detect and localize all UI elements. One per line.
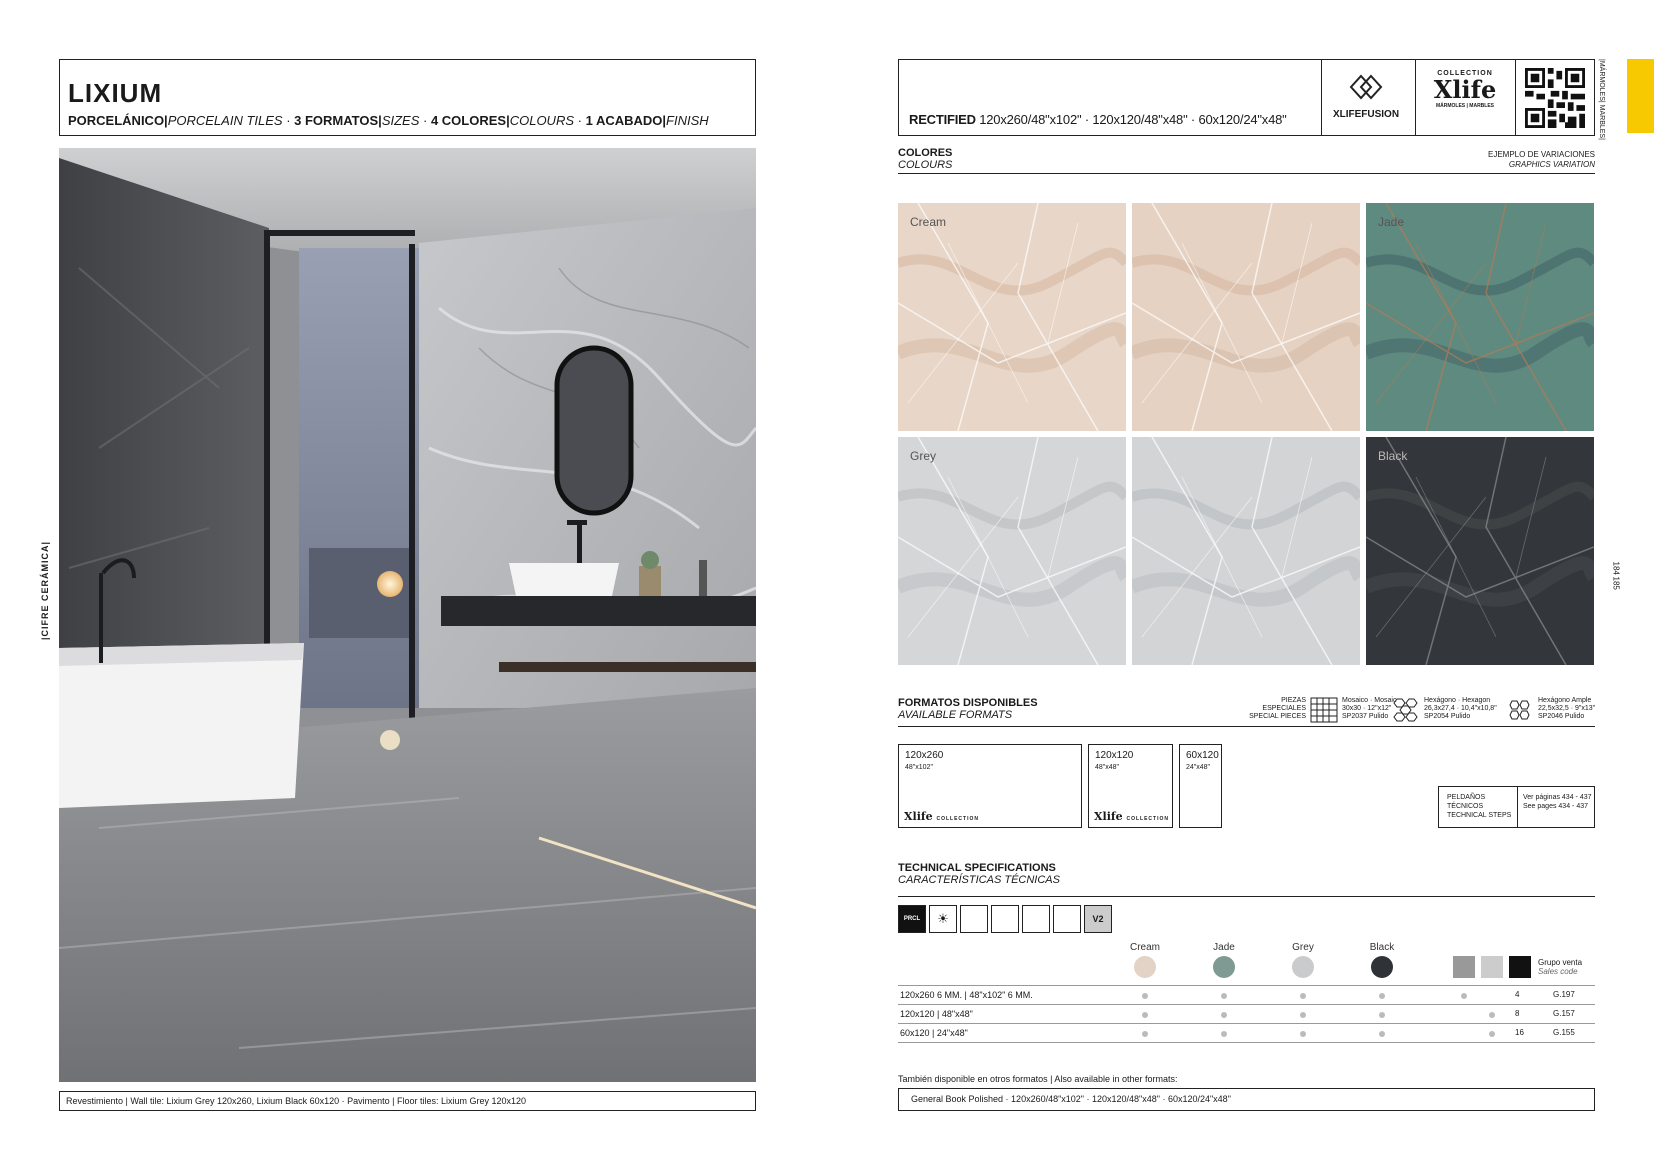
packaging-icon xyxy=(1481,956,1503,978)
xlife-fusion-logo: XLIFEFUSION xyxy=(1321,74,1411,129)
technical-spec-icon: PRCL xyxy=(898,905,926,933)
sales-code: G.155 xyxy=(1553,1028,1575,1037)
packaging-dot xyxy=(1489,1012,1495,1018)
availability-dot xyxy=(1300,1031,1306,1037)
bathroom-photo xyxy=(59,148,756,1082)
special-pieces-label: PIEZAS ESPECIALES SPECIAL PIECES xyxy=(1249,697,1306,720)
photo-caption: Revestimiento | Wall tile: Lixium Grey 120x260, Lixium Black 60x120 · Pavimento | Floor tiles: Lixium Grey 120x120 xyxy=(59,1091,756,1111)
format-row-label: 120x120 | 48"x48" xyxy=(900,1009,973,1019)
side-label-left: |CIFRE CERÁMICA| xyxy=(40,540,50,640)
row-separator xyxy=(898,985,1595,986)
packaging-icon xyxy=(1509,956,1531,978)
page-numbers xyxy=(1606,561,1626,597)
tile-label: Black xyxy=(1378,449,1408,463)
marble-texture xyxy=(898,203,1126,431)
colour-swatch xyxy=(1134,956,1156,978)
marble-texture xyxy=(1132,437,1360,665)
availability-dot xyxy=(1300,993,1306,999)
packaging-dot xyxy=(1489,1031,1495,1037)
colour-column-header: Cream xyxy=(1129,942,1160,953)
sales-code: G.157 xyxy=(1553,1009,1575,1018)
colour-tile xyxy=(898,437,1126,665)
format-row-label: 120x260 6 MM. | 48"x102" 6 MM. xyxy=(900,990,1033,1000)
marble-texture xyxy=(1366,437,1594,665)
special-piece-hexagon-ample: Hexágono Ample 22,5x32,5 · 9"x13" SP2046 Pulido xyxy=(1508,697,1595,721)
pieces-per-box: 4 xyxy=(1515,990,1520,999)
page-number: 184 xyxy=(1611,561,1621,575)
colour-tile xyxy=(1366,203,1594,431)
qr-code-icon[interactable] xyxy=(1525,68,1585,128)
availability-dot xyxy=(1221,993,1227,999)
fusion-icon xyxy=(1349,74,1383,100)
colour-column-header: Jade xyxy=(1213,942,1235,953)
technical-spec-icon xyxy=(991,905,1019,933)
mosaic-grid-icon xyxy=(1310,697,1340,723)
row-separator xyxy=(898,1004,1595,1005)
technical-spec-icon xyxy=(1022,905,1050,933)
sales-code: G.197 xyxy=(1553,990,1575,999)
divider xyxy=(898,726,1595,727)
packaging-icon xyxy=(1453,956,1475,978)
technical-spec-icon: ☀ xyxy=(929,905,957,933)
bathroom-illustration xyxy=(59,148,756,1082)
availability-dot xyxy=(1300,1012,1306,1018)
xlife-collection-mark: Xlife COLLECTION xyxy=(904,810,979,823)
hexagon-icon xyxy=(1392,697,1422,723)
colour-column-header: Black xyxy=(1369,942,1395,953)
tile-label: Jade xyxy=(1378,215,1405,229)
title-box xyxy=(59,59,756,136)
availability-dot xyxy=(1142,1012,1148,1018)
side-label-right: |MÁRMOLES| MARBLES| xyxy=(1598,59,1605,140)
graphics-variation-heading: EJEMPLO DE VARIACIONES GRAPHICS VARIATION xyxy=(1488,150,1595,169)
special-piece-hexagon: Hexágono · Hexagon 26,3x27,4 · 10,4"x10,8" SP2054 Pulido xyxy=(1392,697,1497,721)
format-box-120x260: 120x260 48"x102" Xlife COLLECTION xyxy=(898,744,1082,828)
sales-code-header: Grupo venta Sales code xyxy=(1538,958,1583,976)
header-divider xyxy=(1515,60,1516,135)
marble-texture xyxy=(898,437,1126,665)
header-box xyxy=(898,59,1595,136)
marble-texture xyxy=(1132,203,1360,431)
technical-spec-icon: V2 xyxy=(1084,905,1112,933)
tile-label: Cream xyxy=(910,215,947,229)
availability-dot xyxy=(1379,1012,1385,1018)
colours-heading: COLORES COLOURS xyxy=(898,147,953,171)
colour-swatch xyxy=(1371,956,1393,978)
divider xyxy=(898,896,1595,897)
rectified-sizes: RECTIFIED 120x260/48"x102" · 120x120/48"x48" · 60x120/24"x48" xyxy=(909,112,1287,127)
packaging-dot xyxy=(1461,993,1467,999)
page-number: 185 xyxy=(1611,576,1621,590)
general-book-box: General Book Polished · 120x260/48"x102" · 120x120/48"x48" · 60x120/24"x48" xyxy=(898,1088,1595,1111)
hexagon-ample-icon xyxy=(1508,697,1538,723)
pieces-per-box: 16 xyxy=(1515,1028,1524,1037)
marble-texture xyxy=(1366,203,1594,431)
also-available-note: También disponible en otros formatos | Also available in other formats: xyxy=(898,1074,1178,1084)
colour-tile xyxy=(1132,203,1360,431)
yellow-section-tab xyxy=(1627,59,1654,133)
format-box-120x120: 120x120 48"x48" Xlife COLLECTION xyxy=(1088,744,1173,828)
availability-dot xyxy=(1379,1031,1385,1037)
formats-heading: FORMATOS DISPONIBLES AVAILABLE FORMATS xyxy=(898,697,1038,721)
availability-dot xyxy=(1221,1012,1227,1018)
availability-dot xyxy=(1379,993,1385,999)
special-piece-mosaic: Mosaico · Mosaic 30x30 · 12"x12" SP2037 Pulido xyxy=(1310,697,1396,721)
tile-label: Grey xyxy=(910,449,937,463)
xlife-collection-logo: COLLECTION Xlife MÁRMOLES | MARBLES xyxy=(1433,70,1497,109)
colour-swatch xyxy=(1292,956,1314,978)
colour-tile xyxy=(898,203,1126,431)
divider xyxy=(898,173,1595,174)
xlife-collection-mark: Xlife COLLECTION xyxy=(1094,810,1169,823)
colour-tile xyxy=(1132,437,1360,665)
technical-specs-heading: TECHNICAL SPECIFICATIONS CARACTERÍSTICAS TÉCNICAS xyxy=(898,862,1060,886)
colour-swatch xyxy=(1213,956,1235,978)
collection-subtitle: PORCELÁNICO|PORCELAIN TILES · 3 FORMATOS|SIZES · 4 COLORES|COLOURS · 1 ACABADO|FINISH xyxy=(68,113,709,128)
technical-spec-icon xyxy=(1053,905,1081,933)
colour-tile xyxy=(1366,437,1594,665)
availability-dot xyxy=(1142,1031,1148,1037)
technical-spec-icon xyxy=(960,905,988,933)
availability-dot xyxy=(1142,993,1148,999)
format-box-60x120: 60x120 24"x48" xyxy=(1179,744,1222,828)
row-separator xyxy=(898,1042,1595,1043)
collection-title: LIXIUM xyxy=(68,78,163,108)
pieces-per-box: 8 xyxy=(1515,1009,1520,1018)
colour-column-header: Grey xyxy=(1292,942,1314,953)
row-separator xyxy=(898,1023,1595,1024)
technical-steps-box: PELDAÑOS TÉCNICOS TECHNICAL STEPS Ver páginas 434 - 437 See pages 434 - 437 xyxy=(1438,786,1595,828)
header-divider xyxy=(1415,60,1416,135)
availability-dot xyxy=(1221,1031,1227,1037)
format-row-label: 60x120 | 24"x48" xyxy=(900,1028,968,1038)
